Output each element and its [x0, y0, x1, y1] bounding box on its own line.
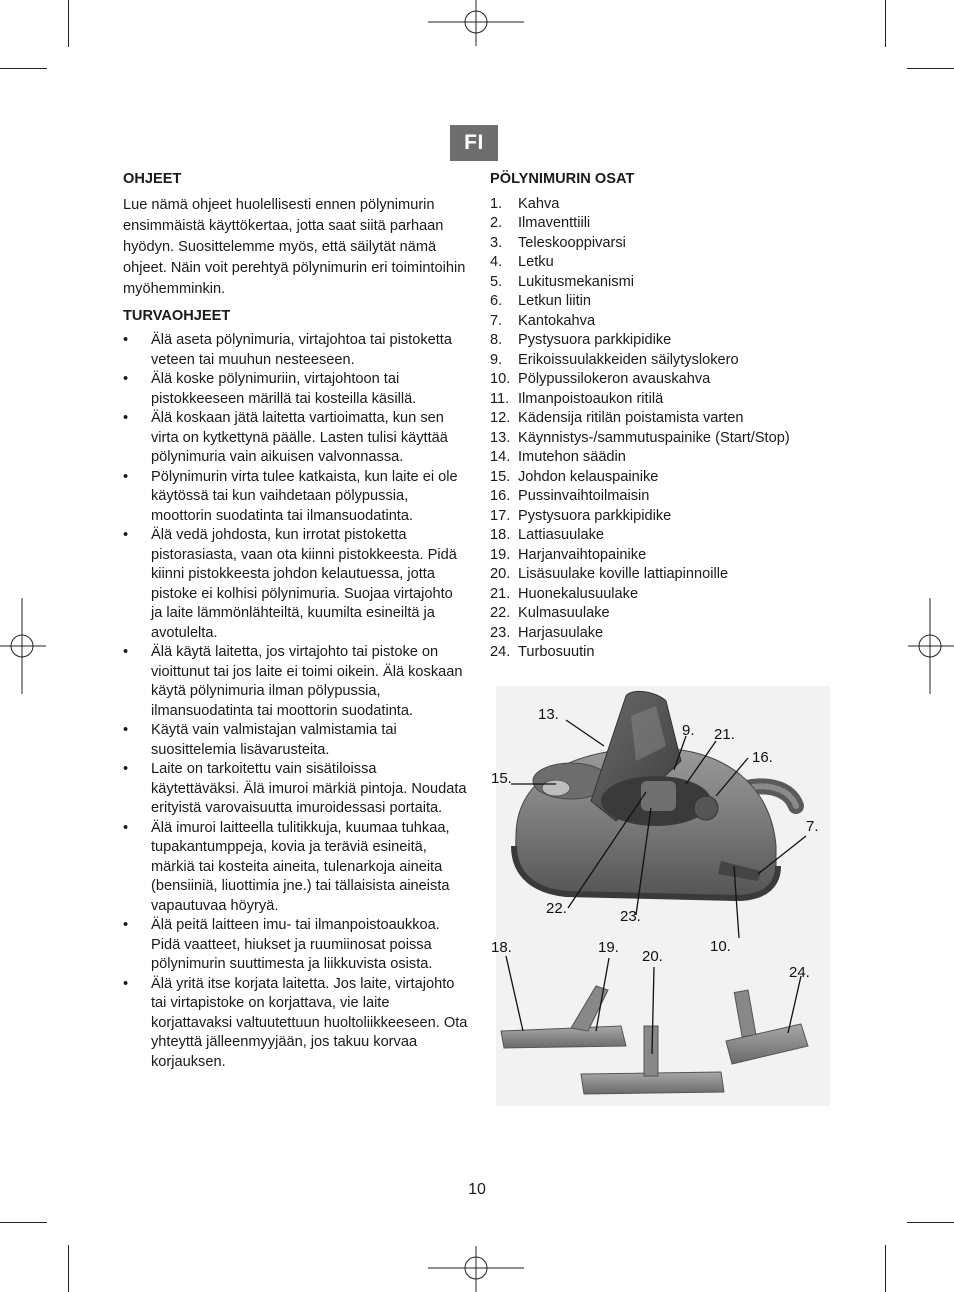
part-number: 24.: [490, 644, 511, 660]
part-label: Lattiasuulake: [518, 527, 605, 543]
bullet-icon: •: [123, 410, 129, 426]
figure-label-7: 7.: [806, 818, 819, 835]
safety-item: [123, 643, 468, 721]
figure-label-13: 13.: [538, 706, 559, 723]
part-number: 8.: [490, 332, 503, 348]
vacuum-cleaner-illustration: [496, 686, 830, 1106]
part-number: 16.: [490, 488, 511, 504]
part-item: [490, 526, 830, 546]
bullet-icon: •: [123, 761, 129, 777]
part-label: Kantokahva: [518, 312, 596, 329]
crop-mark: [907, 68, 954, 69]
bullet-icon: •: [123, 644, 129, 660]
safety-item-text: Älä koske pölynimuriin, virtajohtoon tai pistokkeeseen märillä tai kosteilla käsillä.: [151, 371, 417, 407]
safety-item: [123, 916, 468, 975]
part-number: 12.: [490, 410, 511, 426]
part-number: 11.: [490, 390, 510, 407]
safety-item: [123, 370, 468, 409]
bullet-icon: •: [123, 722, 129, 738]
safety-title: TURVAOHJEET: [123, 307, 231, 324]
part-label: Pölypussilokeron avauskahva: [518, 371, 711, 387]
registration-mark-icon: [908, 598, 954, 694]
part-label: Letku: [518, 254, 554, 270]
part-item: [490, 331, 830, 351]
part-item: [490, 507, 830, 527]
part-item: [490, 312, 830, 332]
part-item: [490, 292, 830, 312]
part-item: [490, 565, 830, 585]
crop-mark: [885, 1245, 886, 1292]
safety-item: [123, 526, 468, 643]
part-label: Teleskooppivarsi: [518, 234, 626, 251]
bullet-icon: •: [123, 468, 129, 485]
part-number: 20.: [490, 566, 511, 582]
part-label: Erikoissuulakkeiden säilytyslokero: [518, 351, 739, 368]
crop-mark: [907, 1222, 954, 1223]
safety-item-text: Älä koskaan jätä laitetta vartioimatta, kun sen virta on kytkettynä päälle. Lasten tulisi käyttää pölynimuria vain aikuisen valvonnassa.: [151, 410, 448, 465]
safety-item-text: Käytä vain valmistajan valmistamia tai suosittelemia lisävarusteita.: [151, 722, 397, 758]
part-item: [490, 214, 830, 234]
right-column: [490, 170, 830, 663]
safety-item-text: Älä imuroi laitteella tulitikkuja, kuumaa tuhkaa, tupakantumppeja, kovia ja teräviä esineitä, märkiä tai kosteita aineita, tulenarkoja aineita (bensiiniä, liuottimia jne.) tai tällaisista aineista vapautuvaa höyryä.: [151, 819, 450, 914]
part-label: Käynnistys-/sammutuspainike (Start/Stop): [518, 429, 790, 446]
part-number: 3.: [490, 234, 503, 251]
part-label: Letkun liitin: [518, 293, 592, 309]
safety-item-text: Älä käytä laitetta, jos virtajohto tai pistoke on vioittunut tai jos laite ei toimi oikein. Älä koskaan käytä pölynimuria ilman pölypussia, ilmansuodatinta tai moottorin suodatinta.: [151, 644, 463, 719]
safety-item-text: Älä yritä itse korjata laitetta. Jos laite, virtajohto tai virtapistoke on korjattava, vie laite korjattavaksi valtuutettuun huoltoliikkeeseen. Ota yhteyttä jälleenmyyjään, jos takuu korvaa korjauksen.: [151, 975, 468, 1070]
part-label: Johdon kelauspainike: [518, 468, 659, 485]
part-item: [490, 370, 830, 390]
part-label: Imutehon säädin: [518, 449, 626, 465]
instructions-title: OHJEET: [123, 171, 182, 187]
part-number: 19.: [490, 546, 511, 563]
part-label: Pussinvaihtoilmaisin: [518, 488, 650, 504]
part-label: Kahva: [518, 195, 560, 212]
crop-mark: [68, 1245, 69, 1292]
figure-label-18: 18.: [491, 939, 512, 956]
part-item: [490, 487, 830, 507]
figure-label-20: 20.: [642, 948, 663, 965]
part-item: [490, 253, 830, 273]
figure-label-9: 9.: [682, 722, 695, 739]
safety-item-text: Älä peitä laitteen imu- tai ilmanpoistoaukkoa. Pidä vaatteet, hiukset ja ruumiinosat poissa pölynimurin suuttimesta ja liikkuvista osista.: [151, 917, 440, 972]
part-item: [490, 624, 830, 644]
safety-item-text: Pölynimurin virta tulee katkaista, kun laite ei ole käytössä tai kun vaihdetaan pölypussia, moottorin suodatinta tai ilmansuodatinta.: [151, 468, 458, 524]
registration-mark-icon: [428, 0, 524, 46]
part-number: 5.: [490, 273, 503, 290]
bullet-icon: •: [123, 975, 129, 992]
crop-mark: [0, 1222, 47, 1223]
part-number: 6.: [490, 293, 503, 309]
safety-item: [123, 975, 468, 1073]
part-number: 18.: [490, 527, 511, 543]
part-label: Kädensija ritilän poistamista varten: [518, 410, 744, 426]
instructions-text: Lue nämä ohjeet huolellisesti ennen pölynimurin ensimmäistä käyttökertaa, jotta saat siitä parhaan hyödyn. Suosittelemme myös, että säilytät nämä ohjeet. Näin voit perehtyä pölynimurin eri toimintoihin myöhemminkin.: [123, 196, 466, 297]
crop-mark: [885, 0, 886, 47]
figure-label-22: 22.: [546, 900, 567, 917]
part-item: [490, 643, 830, 663]
figure-label-23: 23.: [620, 908, 641, 925]
part-item: [490, 429, 830, 449]
safety-list: [123, 331, 468, 1072]
figure-label-24: 24.: [789, 964, 810, 981]
figure-label-15: 15.: [491, 770, 512, 787]
safety-item: [123, 331, 468, 370]
part-label: Turbosuutin: [518, 644, 595, 660]
safety-item: [123, 468, 468, 527]
safety-item: [123, 721, 468, 760]
figure-label-21: 21.: [714, 726, 735, 743]
part-label: Harjanvaihtopainike: [518, 546, 647, 563]
part-label: Pystysuora parkkipidike: [518, 332, 672, 348]
part-number: 1.: [490, 195, 503, 212]
part-item: [490, 448, 830, 468]
safety-item-text: Älä aseta pölynimuria, virtajohtoa tai pistoketta veteen tai muuhun nesteeseen.: [151, 332, 452, 368]
figure-label-19: 19.: [598, 939, 619, 956]
part-number: 14.: [490, 449, 511, 465]
part-item: [490, 409, 830, 429]
bullet-icon: •: [123, 819, 129, 836]
part-label: Pystysuora parkkipidike: [518, 507, 672, 524]
safety-item-text: Laite on tarkoitettu vain sisätiloissa käytettäväksi. Älä imuroi märkiä pintoja. Noudata erityistä varovaisuutta imuroidessasi portaita.: [151, 761, 467, 816]
bullet-icon: •: [123, 527, 129, 543]
part-number: 23.: [490, 624, 511, 641]
part-number: 22.: [490, 605, 511, 621]
part-label: Lukitusmekanismi: [518, 273, 634, 290]
left-column: [123, 170, 468, 1072]
part-item: [490, 585, 830, 605]
part-number: 15.: [490, 468, 511, 485]
part-item: [490, 195, 830, 215]
part-label: Kulmasuulake: [518, 605, 610, 621]
safety-item: [123, 760, 468, 819]
safety-item-text: Älä vedä johdosta, kun irrotat pistoketta pistorasiasta, vaan ota kiinni pistokkeesta. Pidä kiinni pistokkeesta johdon kelautuessa, jotta pistoke ei kolhisi pölynimuria. Suojaa virtajohto ja laite lämmönlähteiltä, kuumilta esineiltä ja avotulelta.: [151, 527, 457, 641]
registration-mark-icon: [428, 1246, 524, 1292]
part-number: 9.: [490, 351, 503, 368]
part-item: [490, 234, 830, 254]
part-label: Ilmanpoistoaukon ritilä: [518, 390, 664, 407]
part-number: 2.: [490, 215, 503, 231]
part-number: 4.: [490, 254, 503, 270]
part-item: [490, 468, 830, 488]
bullet-icon: •: [123, 332, 129, 348]
bullet-icon: •: [123, 371, 129, 387]
part-label: Huonekalusuulake: [518, 585, 639, 602]
part-number: 13.: [490, 429, 511, 446]
crop-mark: [0, 68, 47, 69]
safety-item: [123, 409, 468, 468]
figure-label-16: 16.: [752, 749, 773, 766]
language-badge: FI: [450, 125, 498, 161]
part-item: [490, 273, 830, 293]
part-number: 17.: [490, 507, 511, 524]
part-item: [490, 546, 830, 566]
part-number: 21.: [490, 585, 511, 602]
registration-mark-icon: [0, 598, 46, 694]
page-number: 10: [468, 1181, 486, 1198]
part-number: 7.: [490, 312, 503, 329]
part-item: [490, 604, 830, 624]
parts-list: [490, 195, 830, 663]
part-item: [490, 390, 830, 410]
parts-title: PÖLYNIMURIN OSAT: [490, 171, 635, 187]
part-label: Harjasuulake: [518, 624, 604, 641]
part-number: 10.: [490, 371, 511, 387]
bullet-icon: •: [123, 917, 129, 933]
part-label: Ilmaventtiili: [518, 215, 591, 231]
part-item: [490, 351, 830, 371]
part-label: Lisäsuulake koville lattiapinnoille: [518, 566, 729, 582]
figure-label-10: 10.: [710, 938, 731, 955]
crop-mark: [68, 0, 69, 47]
safety-item: [123, 819, 468, 917]
vacuum-cleaner-figure: [491, 686, 830, 1106]
